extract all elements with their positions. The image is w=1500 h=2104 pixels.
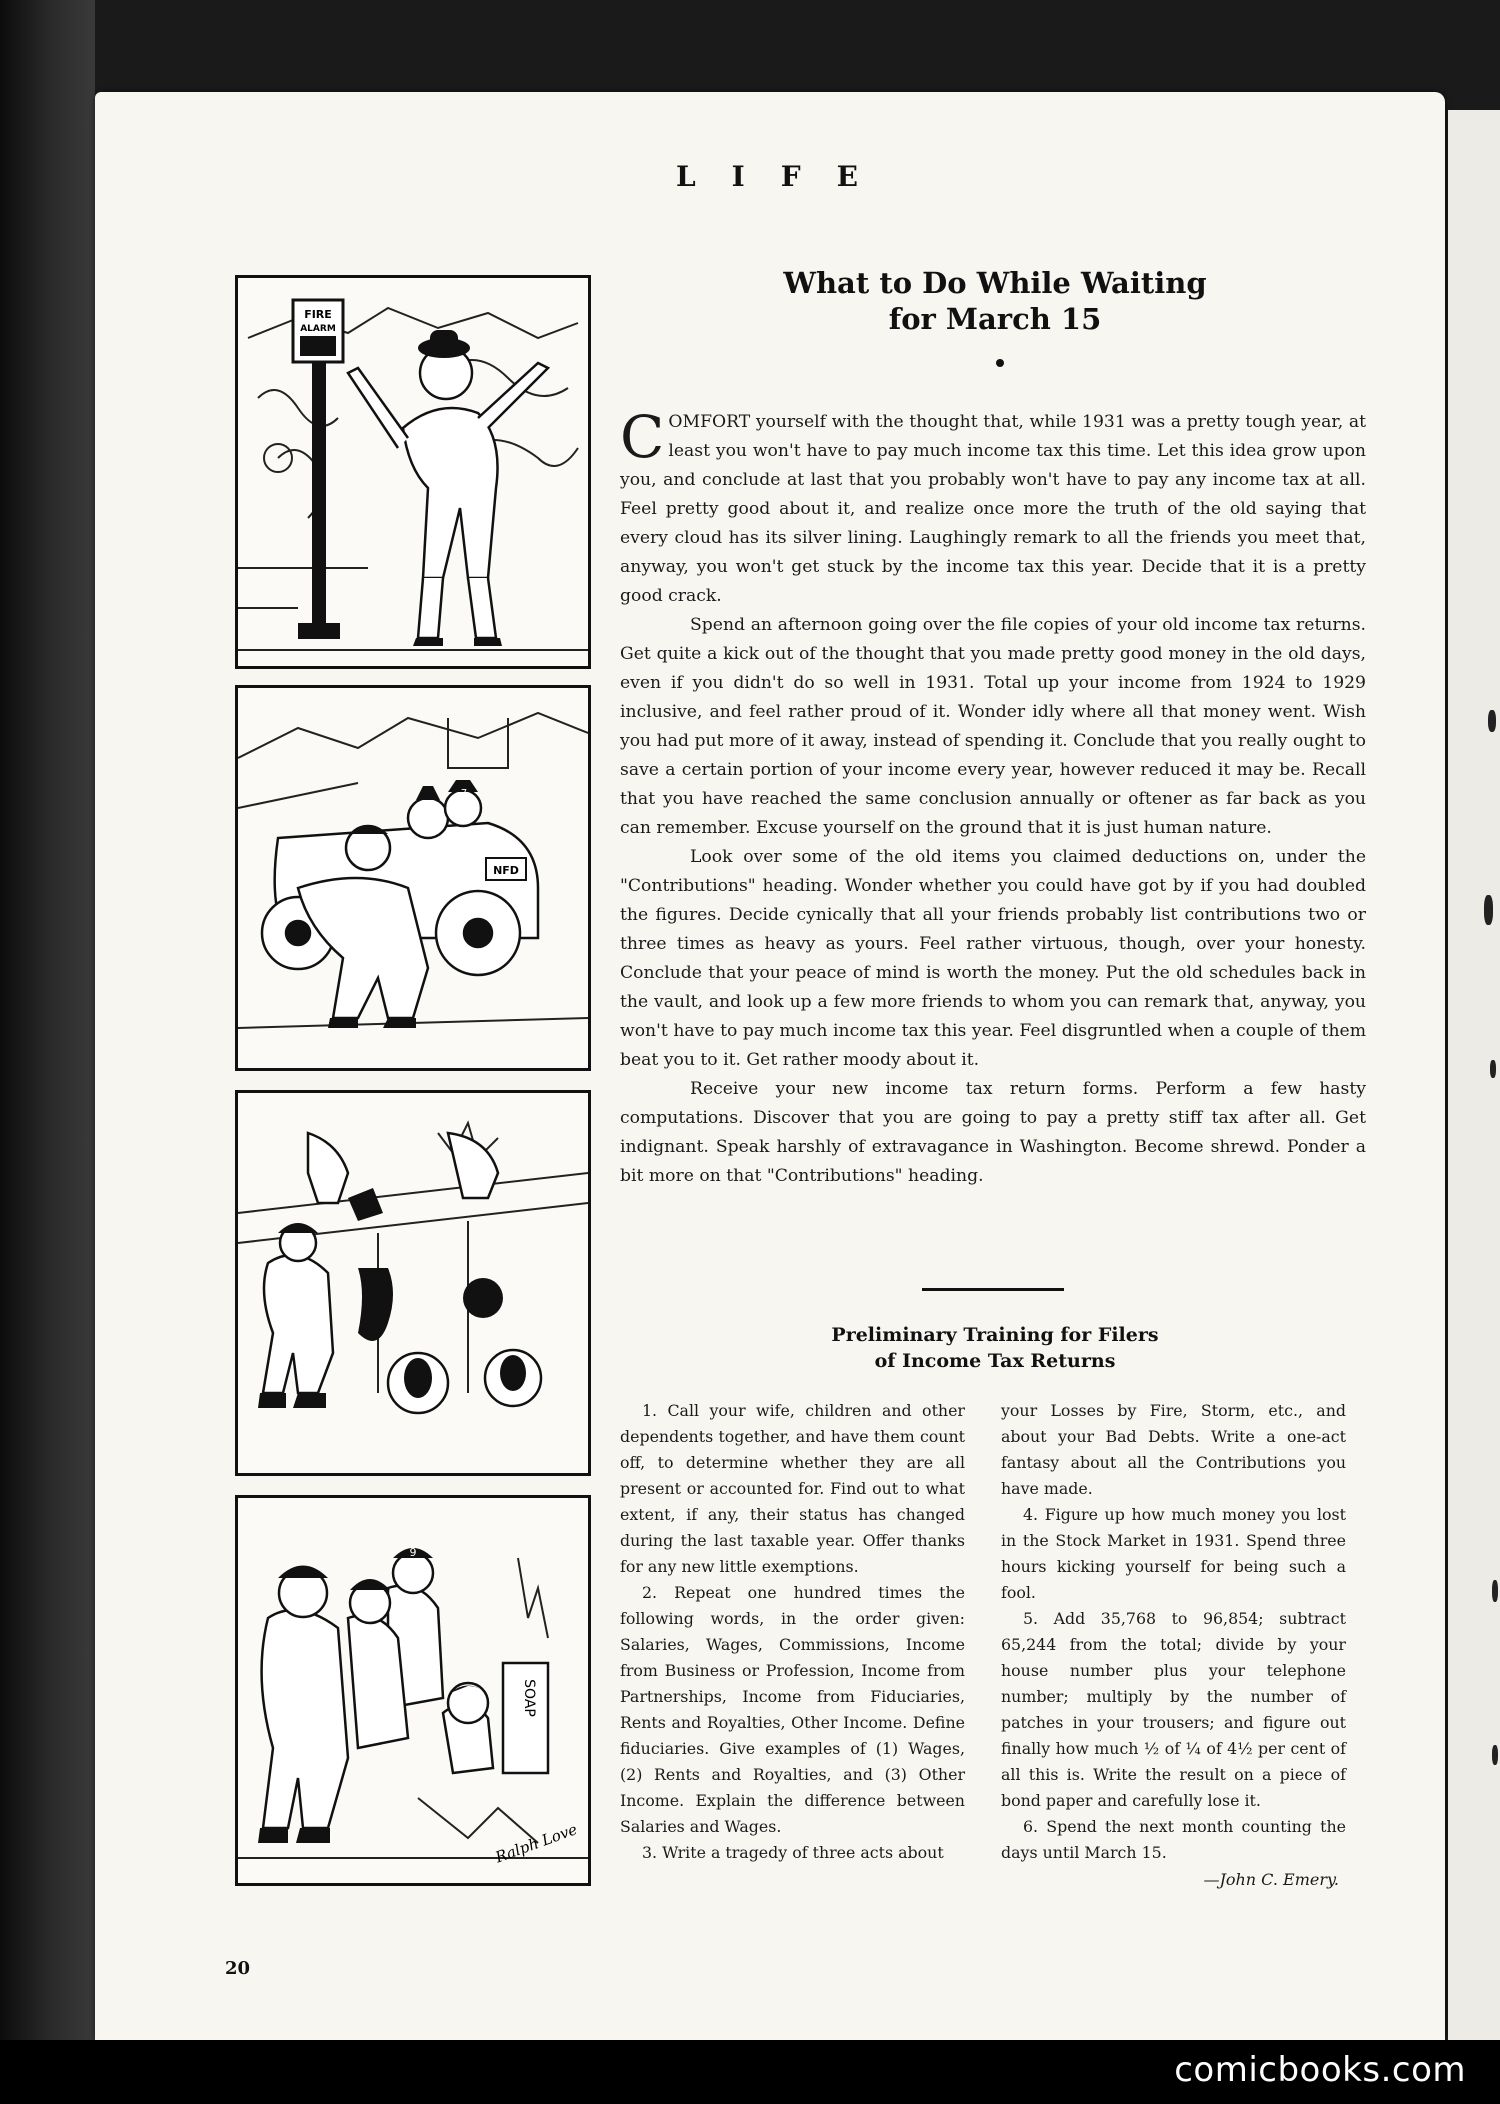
fire-engine-illustration: [238, 688, 588, 1068]
list-item: 1. Call your wife, children and other dependents together, and have them count off, to determine whether they are all present or accounted for. Find out to what extent, if any, their status has changed during the last taxable year. Offer thanks for any new little exemptions.: [620, 1401, 965, 1576]
firemen-axing-illustration: [238, 1093, 588, 1473]
list-item: 6. Spend the next month counting the days until March 15.: [1001, 1817, 1346, 1862]
helmet-number: 7: [460, 788, 468, 799]
byline: —John C. Emery.: [1203, 1870, 1339, 1889]
list-item-continued: your Losses by Fire, Storm, etc., and about your Bad Debts. Write a one-act fantasy about all the Contributions you have made.: [1001, 1401, 1346, 1498]
cartoon-panel-1: [235, 275, 591, 669]
truck-label: NFD: [493, 864, 519, 877]
sidebar-column-1: [620, 1398, 965, 1866]
article-paragraph: COMFORT yourself with the thought that, while 1931 was a pretty tough year, at least you won't have to pay much income tax this time. Let this idea grow upon you, and conclude at last that you probably won't have to pay any income tax at all. Feel pretty good about it, and realize once more the truth of the old saying that every cloud has its silver lining. Laughingly remark to all the friends you meet that, anyway, you won't get stuck by the income tax this year. Decide that it is a pretty good crack.: [620, 403, 1366, 606]
title-ornament: [996, 359, 1004, 367]
list-item: 4. Figure up how much money you lost in the Stock Market in 1931. Spend three hours kicking yourself for being such a fool.: [1001, 1505, 1346, 1602]
cartoon-panel-2: [235, 685, 591, 1071]
article-paragraph: Spend an afternoon going over the file copies of your old income tax returns. Get quite a kick out of the thought that you made pretty good money in the old days, even if you didn't do so well in 1931. Total up your income from 1924 to 1929 inclusive, and feel rather proud of it. Wonder idly where all that money went. Wish you had put more of it away, instead of spending it. Conclude that you really ought to save a certain portion of your income every year, however reduced it may be. Recall that you have reached the same conclusion annually or oftener as far back as you can remember. Excuse yourself on the ground that it is just human nature.: [620, 615, 1366, 838]
article-title: What to Do While Waiting for March 15: [783, 266, 1207, 336]
fire-alarm-illustration: [238, 278, 588, 666]
cartoon-panel-4: [235, 1495, 591, 1886]
firemen-soap-box-illustration: [238, 1498, 588, 1883]
cartoon-panel-3: [235, 1090, 591, 1476]
artist-signature: Ralph Love: [492, 1820, 580, 1867]
masthead: LIFE: [675, 160, 894, 193]
list-item: 5. Add 35,768 to 96,854; subtract 65,244 from the total; divide by your house number plus your telephone number; multiply by the number of patches in your trousers; and figure out finally how much ½ of ¼ of 4½ per cent of all this is. Write the result on a piece of bond paper and carefully lose it.: [1001, 1609, 1346, 1810]
scan-border-left: [0, 0, 95, 2104]
adjacent-page-edge: [1448, 110, 1500, 2040]
list-item: 3. Write a tragedy of three acts about: [642, 1843, 944, 1862]
list-item: 2. Repeat one hundred times the following words, in the order given: Salaries, Wages, Commissions, Income from Business or Profession, Income from Partnerships, Income from Fiduciaries, Rents and Royalties, Other Income. Define fiduciaries. Give examples of (1) Wages, (2) Rents and Royalties, and (3) Other Income. Explain the difference between Salaries and Wages.: [620, 1583, 965, 1836]
alarm-box-label: FIRE: [304, 308, 332, 321]
svg-text:ALARM: ALARM: [300, 324, 336, 334]
section-divider: [922, 1288, 1064, 1291]
watermark: comicbooks.com: [1174, 2050, 1466, 2090]
article-paragraph: Look over some of the old items you claimed deductions on, under the "Contributions" heading. Wonder whether you could have got by if you had doubled the figures. Decide cynically that all your friends probably list contributions two or three times as heavy as yours. Feel rather virtuous, though, over your honesty. Conclude that your peace of mind is worth the money. Put the old schedules back in the vault, and look up a few more friends to whom you can remark that, anyway, you won't have to pay much income tax this year. Feel disgruntled when a couple of them beat you to it. Get rather moody about it.: [620, 847, 1366, 1070]
article-body: [620, 403, 1366, 1191]
page-number: 20: [225, 1958, 251, 1979]
drop-cap: C: [620, 403, 665, 471]
sidebar-column-2: [1001, 1398, 1346, 1866]
sidebar-title: Preliminary Training for Filers of Income Tax Returns: [831, 1324, 1159, 1372]
article-paragraph: Receive your new income tax return forms. Perform a few hasty computations. Discover that you are going to pay a pretty stiff tax after all. Get indignant. Speak harshly of extravagance in Washington. Become shrewd. Ponder a bit more on that "Contributions" heading.: [620, 1079, 1366, 1186]
soap-box-label: SOAP: [521, 1679, 537, 1717]
helmet-number: 9: [409, 1546, 417, 1559]
